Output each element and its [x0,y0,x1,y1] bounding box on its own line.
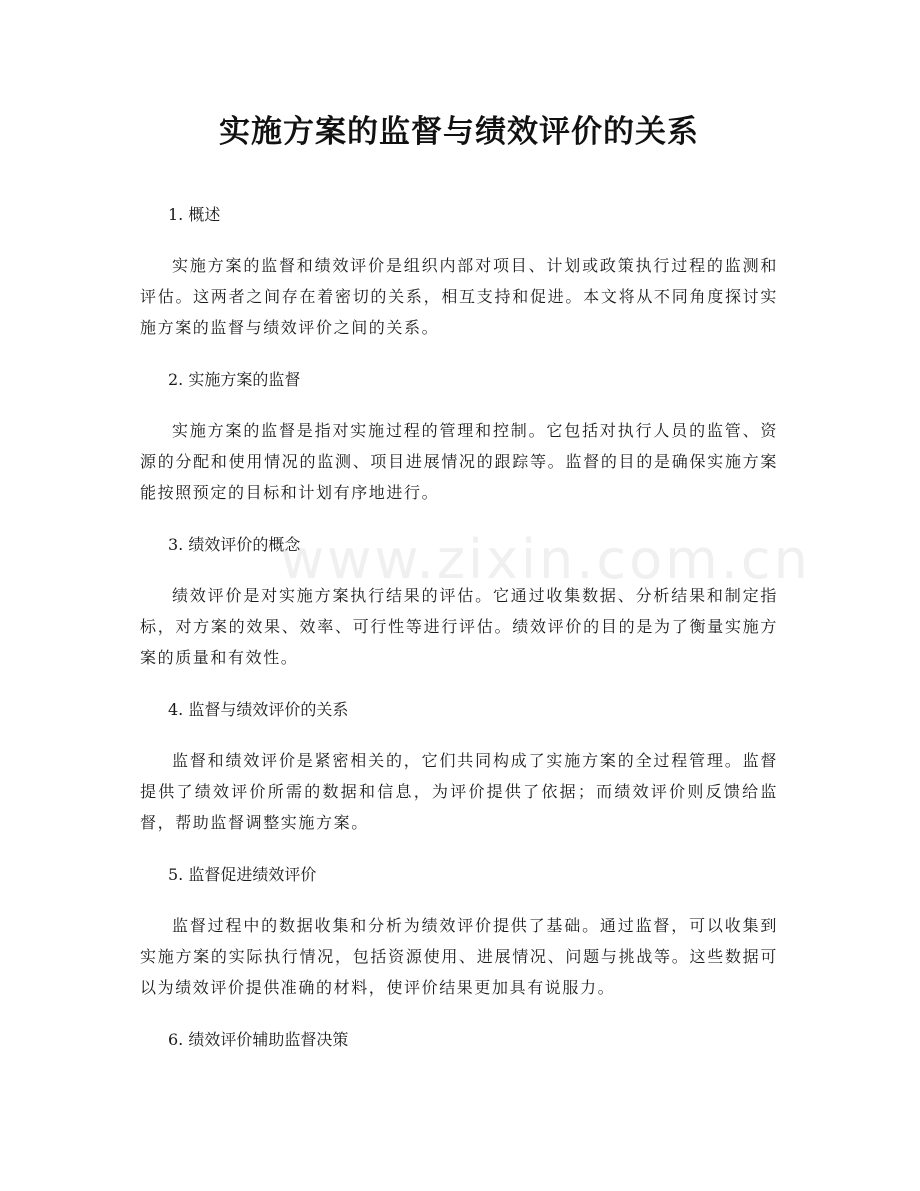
section-paragraph-1: 实施方案的监督和绩效评价是组织内部对项目、计划或政策执行过程的监测和评估。这两者之间存在着密切的关系，相互支持和促进。本文将从不同角度探讨实施方案的监督与绩效评价之间的关系。 [140,256,778,337]
section-paragraph-4: 监督和绩效评价是紧密相关的，它们共同构成了实施方案的全过程管理。监督提供了绩效评价所需的数据和信息，为评价提供了依据；而绩效评价则反馈给监督，帮助监督调整实施方案。 [140,751,778,832]
section-heading-1: 1. 概述 [168,205,221,224]
section-heading-4: 4. 监督与绩效评价的关系 [168,700,349,719]
section-paragraph-5: 监督过程中的数据收集和分析为绩效评价提供了基础。通过监督，可以收集到实施方案的实际执行情况，包括资源使用、进展情况、问题与挑战等。这些数据可以为绩效评价提供准确的材料，使评价结果更加具有说服力。 [140,916,778,997]
watermark: www.zixin.com.cn [280,528,811,591]
section-heading-2: 2. 实施方案的监督 [168,370,301,389]
document-title: 实施方案的监督与绩效评价的关系 [219,114,699,150]
section-heading-6: 6. 绩效评价辅助监督决策 [168,1030,349,1049]
section-paragraph-2: 实施方案的监督是指对实施过程的管理和控制。它包括对执行人员的监管、资源的分配和使用情况的监测、项目进展情况的跟踪等。监督的目的是确保实施方案能按照预定的目标和计划有序地进行。 [140,421,778,502]
section-paragraph-3: 绩效评价是对实施方案执行结果的评估。它通过收集数据、分析结果和制定指标，对方案的效果、效率、可行性等进行评估。绩效评价的目的是为了衡量实施方案的质量和有效性。 [140,586,778,667]
section-heading-3: 3. 绩效评价的概念 [168,535,301,554]
section-heading-5: 5. 监督促进绩效评价 [168,865,317,884]
